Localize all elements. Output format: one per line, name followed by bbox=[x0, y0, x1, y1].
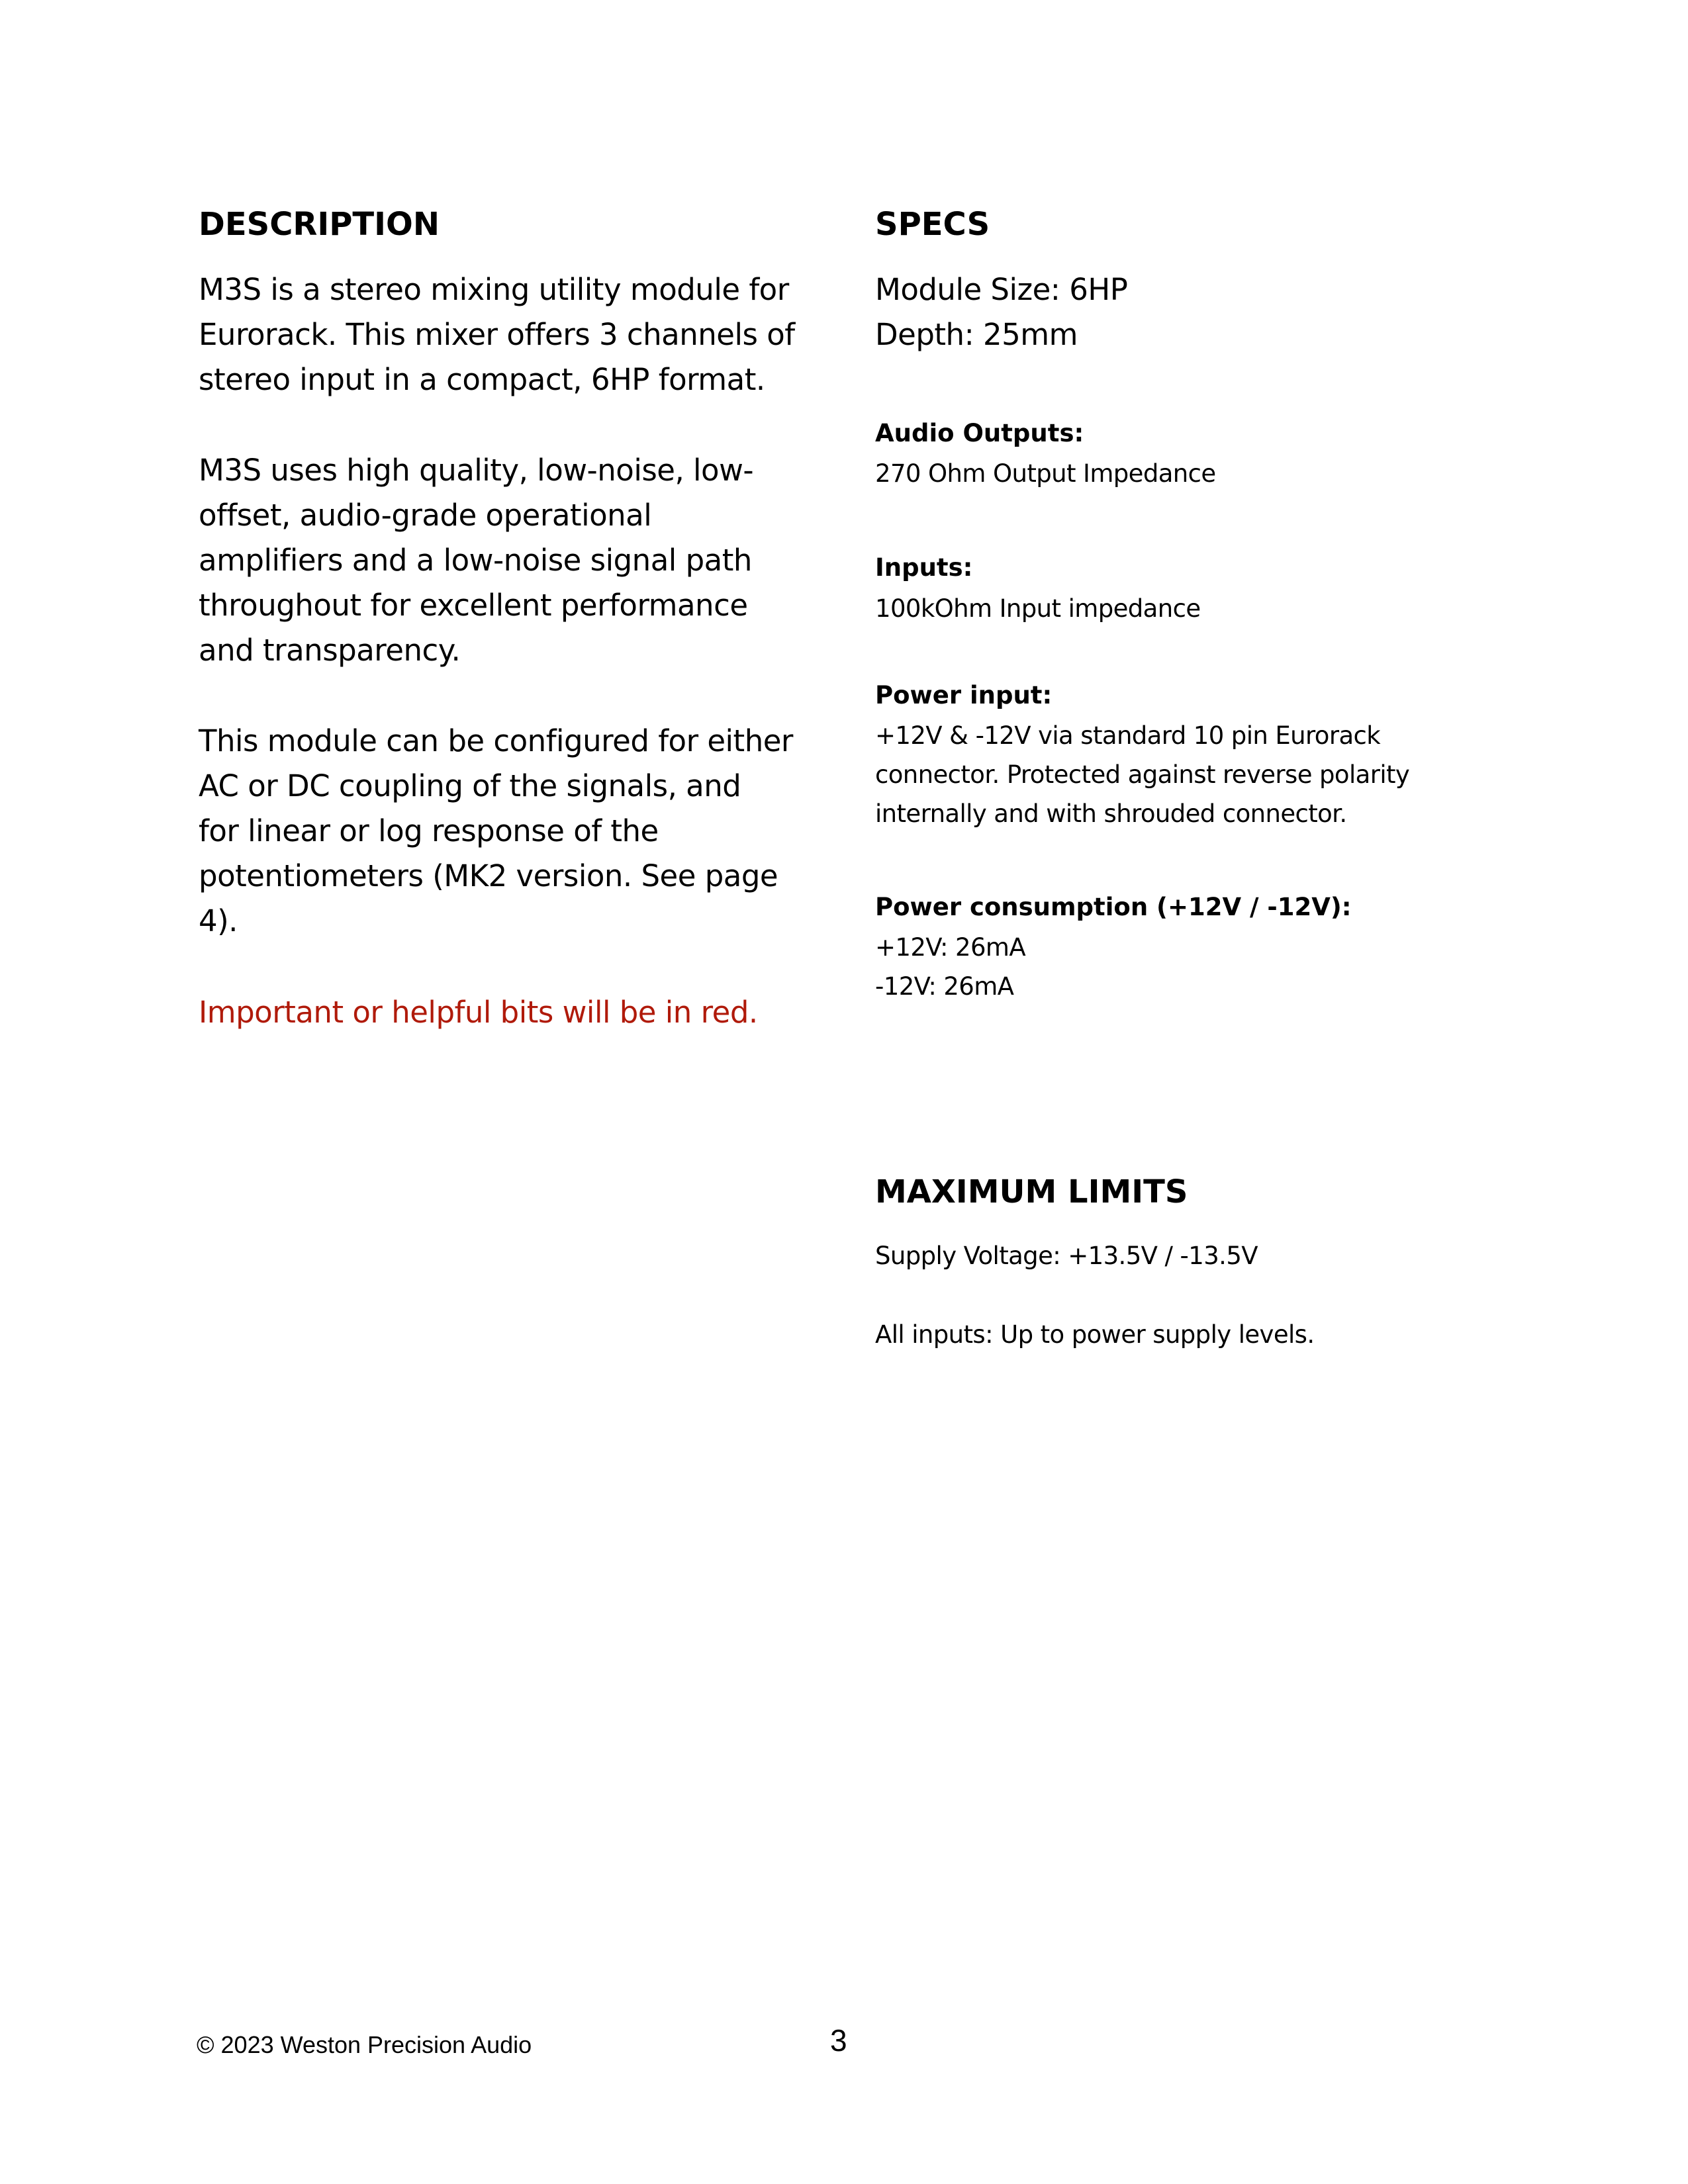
audio-outputs-value: 270 Ohm Output Impedance bbox=[875, 459, 1216, 488]
module-depth: Depth: 25mm bbox=[875, 317, 1078, 352]
power-input-label: Power input: bbox=[875, 681, 1053, 709]
text-line: throughout for excellent performance bbox=[199, 588, 748, 623]
text-line: 4). bbox=[199, 903, 238, 938]
text-line: +12V & -12V via standard 10 pin Eurorack bbox=[875, 721, 1381, 750]
red-note: Important or helpful bits will be in red. bbox=[199, 995, 758, 1030]
inputs-value: 100kOhm Input impedance bbox=[875, 594, 1201, 623]
supply-voltage: Supply Voltage: +13.5V / -13.5V bbox=[875, 1242, 1258, 1270]
text-line: connector. Protected against reverse polarity bbox=[875, 760, 1410, 789]
text-line: potentiometers (MK2 version. See page bbox=[199, 858, 778, 893]
power-input-value bbox=[875, 716, 1409, 833]
power-consumption-label: Power consumption (+12V / -12V): bbox=[875, 893, 1352, 921]
description-heading: DESCRIPTION bbox=[199, 206, 440, 243]
page-number: 3 bbox=[830, 2023, 847, 2058]
module-size: Module Size: 6HP bbox=[875, 272, 1128, 307]
specs-heading: SPECS bbox=[875, 206, 990, 243]
text-line: Eurorack. This mixer offers 3 channels of bbox=[199, 317, 795, 352]
text-line: internally and with shrouded connector. bbox=[875, 799, 1347, 828]
text-line: M3S uses high quality, low-noise, low- bbox=[199, 453, 754, 488]
power-consumption-value bbox=[875, 928, 1025, 1006]
description-paragraph-2 bbox=[199, 448, 753, 673]
inputs-label: Inputs: bbox=[875, 553, 973, 582]
copyright-notice: © 2023 Weston Precision Audio bbox=[197, 2031, 532, 2058]
text-line: amplifiers and a low-noise signal path bbox=[199, 543, 752, 578]
description-paragraph-3 bbox=[199, 719, 793, 944]
text-line: offset, audio-grade operational bbox=[199, 498, 652, 533]
maximum-limits-heading: MAXIMUM LIMITS bbox=[875, 1173, 1188, 1210]
all-inputs-limit: All inputs: Up to power supply levels. bbox=[875, 1320, 1315, 1349]
description-paragraph-1 bbox=[199, 267, 795, 402]
text-line: -12V: 26mA bbox=[875, 972, 1014, 1001]
audio-outputs-label: Audio Outputs: bbox=[875, 419, 1084, 447]
text-line: +12V: 26mA bbox=[875, 933, 1026, 962]
text-line: stereo input in a compact, 6HP format. bbox=[199, 362, 765, 397]
text-line: and transparency. bbox=[199, 633, 461, 668]
text-line: AC or DC coupling of the signals, and bbox=[199, 768, 741, 803]
text-line: M3S is a stereo mixing utility module for bbox=[199, 272, 789, 307]
text-line: This module can be configured for either bbox=[199, 723, 793, 758]
text-line: for linear or log response of the bbox=[199, 813, 659, 848]
